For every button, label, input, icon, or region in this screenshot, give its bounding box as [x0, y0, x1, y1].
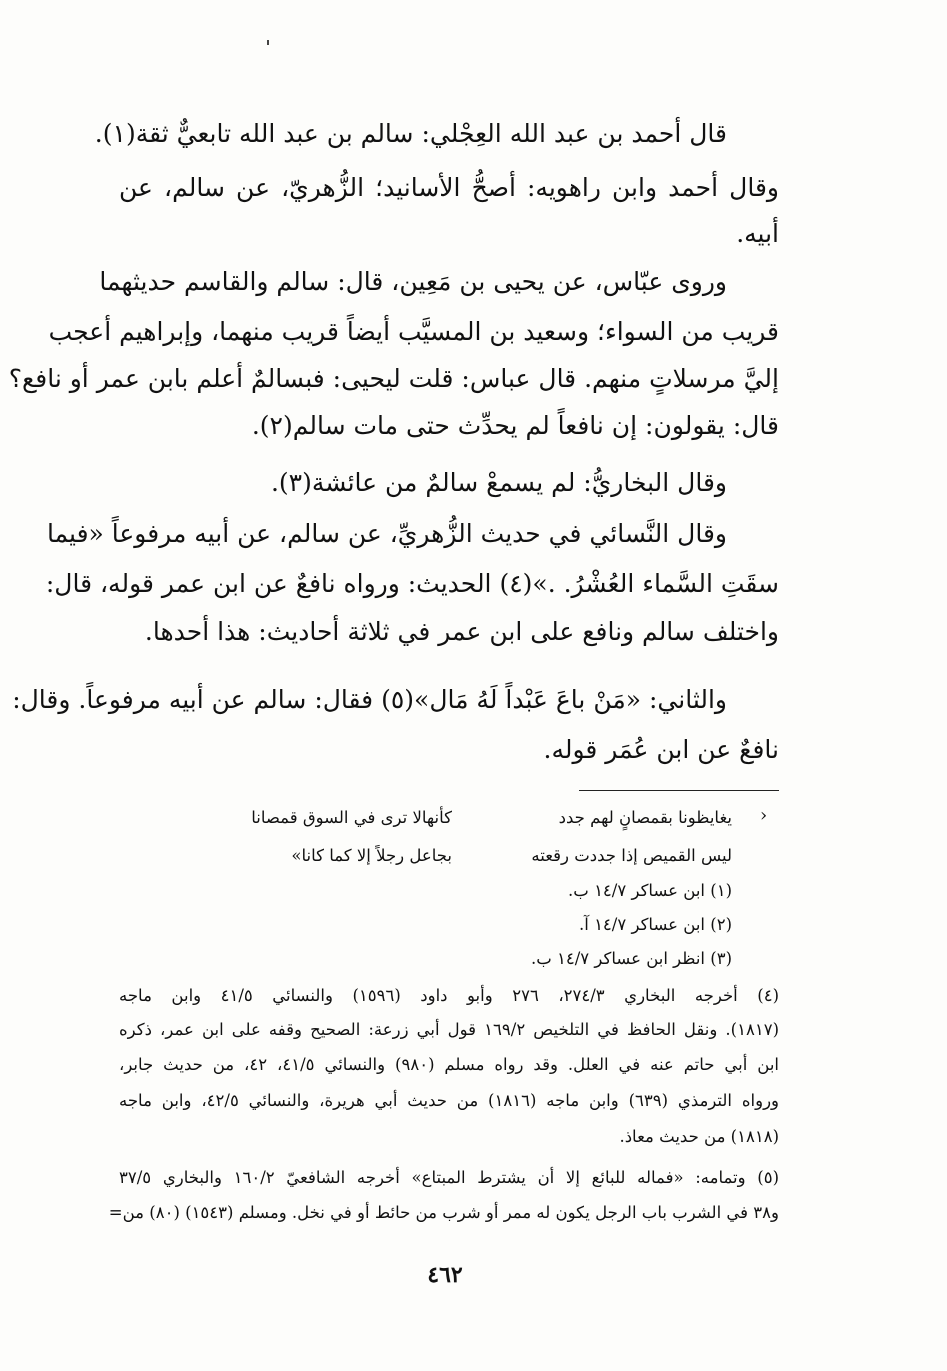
margin-mark: ‹: [760, 805, 768, 826]
text-line: سقَتِ السَّماء العُشْرُ. .»(٤) الحديث: ورواه نافعٌ عن ابن عمر قوله، قال:: [45, 569, 779, 598]
poem-verse: ليس القميص إذا جددت رقعته: [531, 846, 732, 865]
scan-mark: [267, 40, 269, 45]
footnote-separator: [579, 790, 779, 791]
page-number: ٤٦٢: [427, 1262, 463, 1288]
text-line: وروى عبّاس، عن يحيى بن مَعِين، قال: سالم والقاسم حديثهما: [99, 267, 727, 296]
footnote: ابن أبي حاتم عنه في العلل. وقد رواه مسلم (٩٨٠) والنسائي ٤١/٥، ٤٢، من حديث جابر،: [119, 1055, 779, 1074]
poem-verse: بجاعل رجلاً إلا كما كانا»: [291, 846, 452, 865]
text-line: والثاني: «مَنْ باعَ عَبْداً لَهُ مَال»(٥) فقال: سالم عن أبيه مرفوعاً. وقال:: [12, 685, 727, 714]
poem-verse: كأنهالا ترى في السوق قمصانا: [251, 808, 452, 827]
footnote: (٣) انظر ابن عساكر ١٤/٧ ب.: [530, 949, 732, 968]
footnote: (٤) أخرجه البخاري ٢٧٤/٣، ٢٧٦ وأبو داود (١٥٩٦) والنسائي ٤١/٥ وابن ماجه: [119, 986, 780, 1005]
text-line: واختلف سالم ونافع على ابن عمر في ثلاثة أحاديث: هذا أحدها.: [144, 617, 779, 646]
footnote: (١٨١٨) من حديث معاذ.: [619, 1127, 779, 1146]
poem-verse: يغايظونا بقمصانٍ لهم جدد: [558, 808, 732, 827]
text-line: قال أحمد بن عبد الله العِجْلي: سالم بن عبد الله تابعيٌّ ثقة(١).: [94, 119, 727, 148]
text-line: وقال النَّسائي في حديث الزُّهريِّ، عن سالم، عن أبيه مرفوعاً «فيما: [46, 519, 727, 548]
text-line: قريب من السواء؛ وسعيد بن المسيَّب أيضاً قريب منهما، وإبراهيم أعجب: [48, 317, 779, 346]
footnote: (١) ابن عساكر ١٤/٧ ب.: [568, 881, 732, 900]
text-line: أبيه.: [736, 219, 779, 248]
footnote: (٢) ابن عساكر ١٤/٧ آ.: [578, 915, 732, 934]
text-line: نافعٌ عن ابن عُمَر قوله.: [543, 735, 779, 764]
text-line: وقال البخاريُّ: لم يسمعْ سالمٌ من عائشة(٣).: [270, 468, 727, 497]
footnote: و٣٨ في الشرب باب الرجل يكون له ممر أو شرب من حائط أو في نخل. ومسلم (١٥٤٣) (٨٠) من=: [108, 1203, 779, 1222]
footnote: (١٨١٧). ونقل الحافظ في التلخيص ١٦٩/٢ قول أبي زرعة: الصحيح وقفه على ابن عمر، ذكره: [119, 1020, 780, 1039]
footnote: (٥) وتمامه: «فماله للبائع إلا أن يشترط المبتاع» أخرجه الشافعيّ ١٦٠/٢ والبخاري ٣٧/٥: [119, 1168, 779, 1187]
text-line: قال: يقولون: إن نافعاً لم يحدِّث حتى مات سالم(٢).: [251, 411, 779, 440]
text-line: إليَّ مرسلاتٍ منهم. قال عباس: قلت ليحيى: فبسالمٌ أعلم بابن عمر أو نافع؟: [8, 364, 779, 393]
text-line: وقال أحمد وابن راهويه: أصحُّ الأسانيد؛ الزُّهريّ، عن سالم، عن: [119, 173, 779, 202]
footnote: ورواه الترمذي (٦٣٩) وابن ماجه (١٨١٦) من حديث أبي هريرة، والنسائي ٤٢/٥، وابن ماجه: [119, 1091, 779, 1110]
